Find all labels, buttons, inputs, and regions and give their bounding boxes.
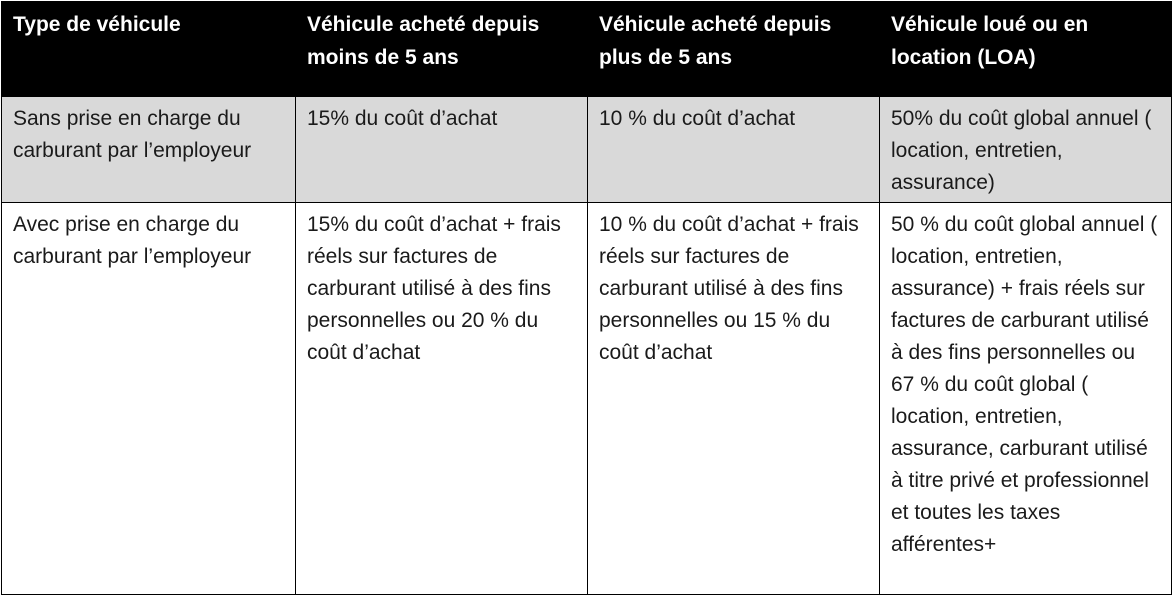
header-purchased-more-5-years: Véhicule acheté depuis plus de 5 ans xyxy=(588,2,880,97)
header-vehicle-type: Type de véhicule xyxy=(2,2,296,97)
table-row-without-fuel xyxy=(2,97,1172,203)
cell-type-without-fuel: Sans prise en charge du carburant par l’employeur xyxy=(2,97,296,203)
header-purchased-less-5-years: Véhicule acheté depuis moins de 5 ans xyxy=(296,2,588,97)
vehicle-benefit-table xyxy=(1,1,1172,595)
cell-type-with-fuel: Avec prise en charge du carburant par l’employeur xyxy=(2,203,296,595)
cell-more-5-years-with-fuel: 10 % du coût d’achat + frais réels sur factures de carburant utilisé à des fins personnelles ou 15 % du coût d’achat xyxy=(588,203,880,595)
cell-leased-with-fuel: 50 % du coût global annuel ( location, entretien, assurance) + frais réels sur factures de carburant utilisé à des fins personnelles ou 67 % du coût global ( location, entretien, assurance, carburant utilisé à titre privé et professionnel et toutes les taxes afférentes+ xyxy=(880,203,1172,595)
cell-leased-without-fuel: 50% du coût global annuel ( location, entretien, assurance) xyxy=(880,97,1172,203)
table-row-with-fuel xyxy=(2,203,1172,595)
header-row xyxy=(2,2,1172,97)
header-leased-loa: Véhicule loué ou en location (LOA) xyxy=(880,2,1172,97)
cell-less-5-years-without-fuel: 15% du coût d’achat xyxy=(296,97,588,203)
cell-less-5-years-with-fuel: 15% du coût d’achat + frais réels sur factures de carburant utilisé à des fins personnelles ou 20 % du coût d’achat xyxy=(296,203,588,595)
cell-more-5-years-without-fuel: 10 % du coût d’achat xyxy=(588,97,880,203)
